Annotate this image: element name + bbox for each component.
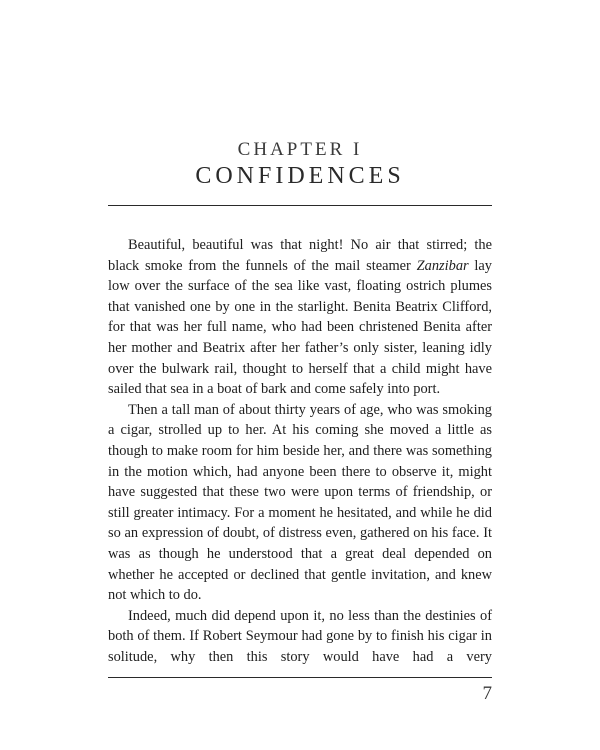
paragraph-1-text-start: Beautiful, beautiful was that night! No air that stirred; the black smoke from the funnels of the mail steamer (108, 237, 492, 274)
chapter-title: CONFIDENCES (195, 163, 405, 189)
paragraph-2: Then a tall man of about thirty years of age, who was smoking a cigar, strolled up to her. At his coming she moved a little as though to make room for him beside her, and there was something in the motion which, had anyone been there to observe it, might have suggested that these two were upon terms of friendship, or still greater intimacy. For a moment he hesitated, and while he did so an expression of doubt, of distress even, gathered on his face. It was as though he understood that a great deal depended on whether he accepted or declined that gentle invitation, and knew not which to do. (108, 401, 492, 604)
page-number: 7 (482, 683, 492, 704)
bottom-divider (108, 677, 492, 678)
paragraph-1 (108, 235, 492, 400)
chapter-body (108, 235, 492, 667)
ship-name: Zanzibar (416, 257, 469, 274)
chapter-number: CHAPTER I (237, 139, 363, 160)
top-divider (108, 205, 492, 206)
paragraph-3: Indeed, much did depend upon it, no less than the destinies of both of them. If Robert Seymour had gone by to finish his cigar in solitude, why then this story would have had a very (108, 607, 492, 665)
paragraph-1-text-end: lay low over the surface of the sea like vast, floating ostrich plumes that vanished one by one in the starlight. Benita Beatrix Clifford, for that was her full name, who had been christened Benita after her mother and Beatrix after her father’s only sister, leaning idly over the bulwark rail, thought to herself that a child might have sailed that sea in a boat of bark and come safely into port. (108, 257, 492, 398)
